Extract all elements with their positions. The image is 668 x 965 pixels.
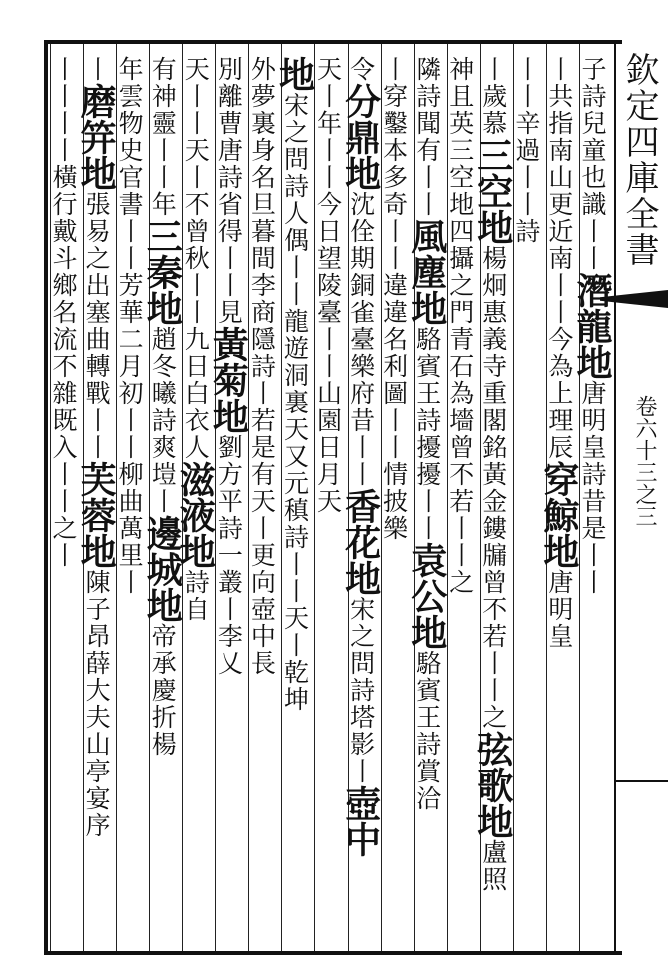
frame-right-border — [614, 40, 616, 955]
headword: 三空地 — [471, 137, 514, 245]
headword: 三秦地 — [141, 218, 184, 326]
text-column: 有神靈丨丨年三秦地趙冬曦詩爽塏丨邊城地帝承慶折楊 — [141, 56, 184, 758]
headword: 袁公地 — [405, 542, 448, 650]
book-title: 欽定四庫全書 — [619, 52, 659, 268]
headword: 磨笄地 — [75, 83, 118, 191]
headword: 弦歌地 — [471, 731, 514, 839]
text-column: 地宋之問詩人偶丨丨龍遊洞裏天又元稹詩丨丨天丨乾坤 — [273, 56, 316, 713]
text-column: 外夢裏身名旦暮間李商隱詩丨若是有天丨更向壺中長 — [247, 56, 277, 677]
headword: 壺中 — [339, 785, 382, 857]
text-column: 神且英三空地四攝之門青石為墻曾不若丨丨之 — [445, 56, 475, 596]
headword: 地 — [273, 56, 316, 92]
headword: 分鼎地 — [339, 83, 382, 191]
text-column: 子詩兒童也識丨丨潛龍地唐明皇詩昔是丨丨 — [570, 56, 613, 596]
frame-bottom-border — [44, 951, 622, 955]
headword: 芙蓉地 — [75, 461, 118, 569]
margin-divider — [614, 780, 668, 782]
text-column: 丨共指南山更近南丨丨今為上理辰穿鯨地唐明皇 — [537, 56, 580, 650]
headword: 黃菊地 — [207, 326, 250, 434]
text-column: 天丨年丨丨今日望陵臺丨丨山園日月天 — [313, 56, 343, 515]
headword: 潛龍地 — [570, 272, 613, 380]
volume-label: 卷六十三之三 — [632, 395, 657, 527]
text-column: 丨丨丨丨橫行戴斗鄉名流不雜既入丨丨之丨 — [49, 56, 79, 569]
text-column: 丨歲慕三空地楊炯惠義寺重閣銘黃金鏤牖曾不若丨丨之弦歌地盧照 — [471, 56, 514, 893]
text-column: 年雲物史官書丨丨芳華二月初丨丨柳曲萬里丨 — [115, 56, 145, 596]
text-column: 天丨丨天丨不曾秋丨丨九日白衣人滋液地詩自 — [174, 56, 217, 623]
text-column: 隣詩聞有丨丨風塵地駱賓王詩擾擾丨丨袁公地駱賓王詩賞洽 — [405, 56, 448, 812]
headword: 邊城地 — [141, 515, 184, 623]
text-column: 丨磨笄地張易之出塞曲轉戰丨丨芙蓉地陳子昂薛大夫山亭宴序 — [75, 56, 118, 839]
text-column: 令分鼎地沈佺期銅雀臺樂府昔丨丨香花地宋之問詩塔影丨壺中 — [339, 56, 382, 857]
text-column: 丨丨辛過丨丨詩 — [511, 56, 541, 245]
headword: 香花地 — [339, 488, 382, 596]
text-column: 丨穿鑿本多奇丨丨違違名利圖丨丨情披樂 — [379, 56, 409, 542]
text-column: 別離曹唐詩省得丨丨見黃菊地劉方平詩一叢丨李乂 — [207, 56, 250, 677]
headword: 滋液地 — [174, 461, 217, 569]
frame-top-border — [44, 40, 622, 44]
headword: 風塵地 — [405, 218, 448, 326]
headword: 穿鯨地 — [537, 461, 580, 569]
